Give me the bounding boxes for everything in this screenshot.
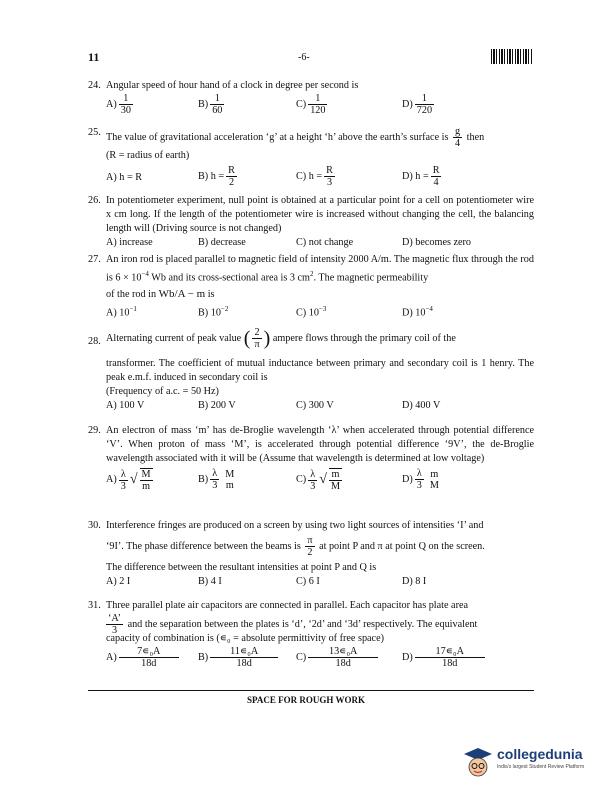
rough-work-label: SPACE FOR ROUGH WORK — [247, 695, 365, 705]
question-text-cont2: The difference between the resultant intensities at point P and Q is — [106, 562, 377, 573]
question-28 — [88, 327, 534, 413]
option-a[interactable]: A) increase — [106, 237, 153, 248]
option-d[interactable]: D) $\frac{\text{17∊₀A}}{18d}$ — [402, 646, 487, 669]
page-number: 11 — [88, 50, 100, 64]
question-number: 30. — [88, 520, 101, 531]
barcode-image — [491, 49, 533, 64]
option-c[interactable]: C) not change — [296, 237, 354, 248]
option-c[interactable]: C) $\frac{\lambda}{3}$ √ $\frac{m}{M}$ — [296, 468, 341, 492]
page-label: -6- — [298, 52, 310, 63]
question-number: 27. — [88, 254, 101, 265]
brand-name: collegedunia — [497, 746, 583, 762]
option-b[interactable]: B) $\frac{\lambda}{3}$ M m — [198, 468, 235, 491]
option-c[interactable]: C) 6 I — [296, 576, 320, 587]
brand-tagline: India's largest Student Review Platform — [497, 764, 585, 770]
question-text: The value of gravitational acceleration ‘g’ at a height ‘h’ above the earth’s surface is $\frac{g}{4}$ then — [106, 126, 485, 149]
option-b[interactable]: B) 4 I — [198, 576, 222, 587]
option-a[interactable]: A) $\frac{\lambda}{3}$ √ $\frac{M}{m}$ — [106, 468, 151, 492]
options — [106, 236, 534, 250]
question-text-cont2: capacity of combination is (∊₀ = absolute permittivity of free space) — [106, 633, 384, 644]
question-27 — [88, 253, 534, 319]
option-a[interactable]: A) 2 I — [106, 576, 131, 587]
collegedunia-logo-icon — [462, 745, 494, 779]
question-note: (R = radius of earth) — [106, 150, 190, 161]
options — [106, 302, 534, 319]
option-d[interactable]: D) $10^{-4}$ — [402, 305, 433, 319]
question-unit-line: of the rod in Wb/A − m is — [106, 288, 215, 301]
question-text: An electron of mass ‘m’ has de-Broglie wavelength ‘λ’ when accelerated through potential difference ‘V’. When proton of mass ‘M’, is accelerated through potential difference ‘9V’, the de-Broglie wavelength associated with it will be (Assume that wavelength is determined at low voltage) — [106, 425, 534, 464]
option-d[interactable]: D) h = $\frac{R}{4}$ — [402, 165, 440, 188]
question-number: 25. — [88, 127, 101, 138]
options — [106, 165, 534, 193]
question-text-cont: $\frac{‘A’}{3}$ and the separation between the plates is ‘d’, ‘2d’ and ‘3d’ respectively. The equivalent — [108, 613, 478, 636]
options — [106, 575, 534, 589]
question-text-cont: transformer. The coefficient of mutual inductance between primary and secondary coil is 1 henry. The peak e.m.f. induced in secondary coil is — [106, 358, 534, 383]
option-a[interactable]: A) $\frac{\text{7∊₀A}}{18d}$ — [106, 646, 181, 669]
option-d[interactable]: D) $\frac{\lambda}{3}$ m M — [402, 468, 439, 491]
question-note: (Frequency of a.c. = 50 Hz) — [106, 386, 219, 397]
option-c[interactable]: C) $\frac{\text{13∊₀A}}{18d}$ — [296, 646, 380, 669]
option-c[interactable]: C) $10^{-3}$ — [296, 305, 327, 319]
question-31 — [88, 599, 534, 674]
question-number: 31. — [88, 600, 101, 611]
options — [106, 646, 534, 674]
question-29 — [88, 424, 534, 498]
question-30 — [88, 519, 534, 589]
question-text: Angular speed of hour hand of a clock in degree per second is — [106, 80, 359, 91]
question-number: 24. — [88, 80, 101, 91]
question-text: An iron rod is placed parallel to magnetic field of intensity 2000 A/m. The magnetic flux through the rod is $6 \times 10^{-4}$ Wb and its cross-sectional area is 3 $cm^2$. The magnetic permeability — [106, 254, 534, 284]
option-d[interactable]: D) 8 I — [402, 576, 427, 587]
question-number: 28. — [88, 336, 101, 347]
option-b[interactable]: B) $10^{-2}$ — [198, 305, 229, 319]
option-c[interactable]: C) $\frac{1}{120}$ — [296, 93, 326, 116]
question-text: Three parallel plate air capacitors are connected in parallel. Each capacitor has plate area — [106, 600, 469, 611]
question-number: 26. — [88, 195, 101, 206]
options — [106, 468, 534, 498]
question-text: Interference fringes are produced on a screen by using two light sources of intensities ‘I’ and — [106, 520, 484, 531]
option-b[interactable]: B) h = $\frac{R}{2}$ — [198, 165, 235, 188]
option-b[interactable]: B) $\frac{\text{11∊₀A}}{18d}$ — [198, 646, 280, 669]
question-text-cont: ‘9I’. The phase difference between the beams is $\frac{\pi}{2}$ at point P and π at point Q on the screen. — [106, 535, 485, 558]
option-c[interactable]: C) h = $\frac{R}{3}$ — [296, 165, 333, 188]
question-25 — [88, 126, 534, 193]
options — [106, 93, 534, 119]
option-d[interactable]: D) $\frac{1}{720}$ — [402, 93, 433, 116]
option-d[interactable]: D) 400 V — [402, 400, 441, 411]
option-a[interactable]: A) $\frac{1}{30}$ — [106, 93, 131, 116]
option-a[interactable]: A) 100 V — [106, 400, 145, 411]
option-c[interactable]: C) 300 V — [296, 400, 334, 411]
option-b[interactable]: B) $\frac{1}{60}$ — [198, 93, 223, 116]
option-b[interactable]: B) decrease — [198, 237, 246, 248]
question-26 — [88, 194, 534, 250]
question-number: 29. — [88, 425, 101, 436]
footer-divider — [88, 690, 534, 691]
question-24 — [88, 79, 534, 119]
question-text: In potentiometer experiment, null point is obtained at a particular point for a cell on potentiometer wire x cm long. If the length of the potentiometer wire is increased without changing the cell, the balancing length will (Driving source is not changed) — [106, 195, 534, 234]
option-a[interactable]: A) h = R — [106, 172, 143, 183]
question-text: Alternating current of peak value ( $\frac{2}{\pi}$ ) ampere flows through the primary coil of the — [106, 327, 456, 350]
option-d[interactable]: D) becomes zero — [402, 237, 472, 248]
option-b[interactable]: B) 200 V — [198, 400, 236, 411]
options — [106, 399, 534, 413]
option-a[interactable]: A) $10^{-1}$ — [106, 305, 137, 319]
